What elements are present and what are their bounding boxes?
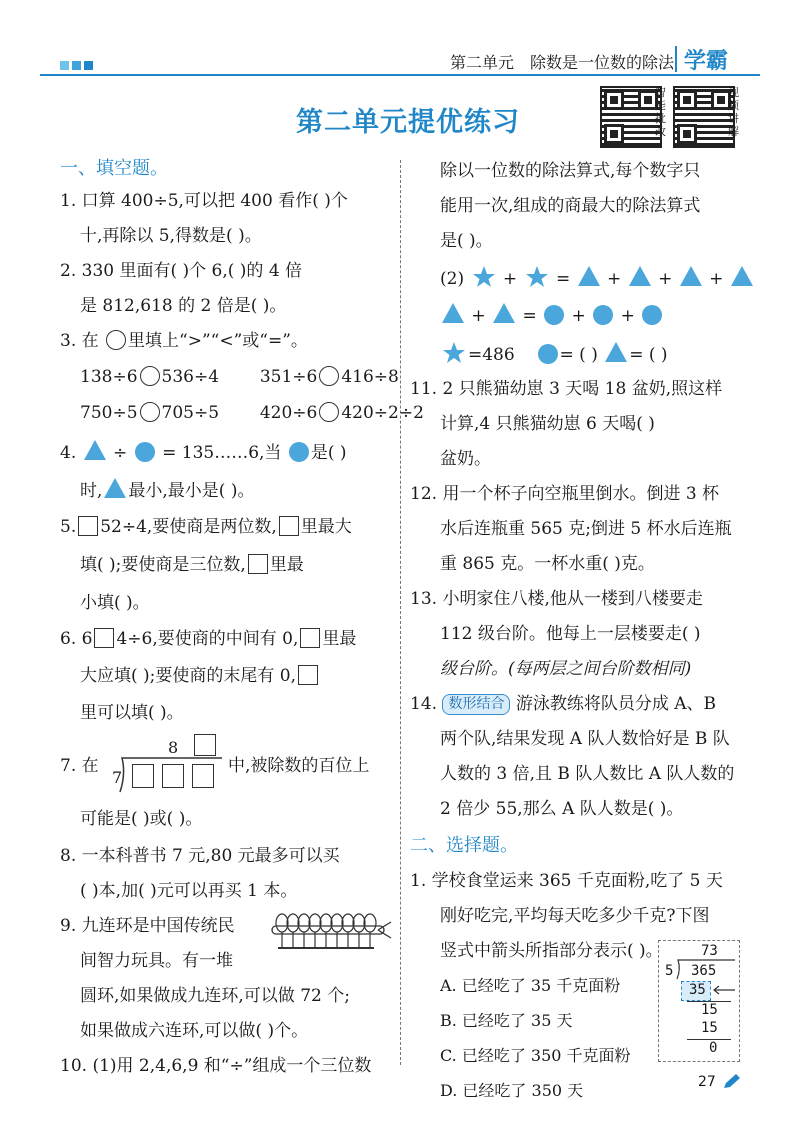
q9-line2: 间智力玩具。有一堆 xyxy=(80,951,233,971)
q3-row2 xyxy=(80,402,424,424)
header-divider xyxy=(675,46,677,72)
q5-mid: 52÷4,要使商是两位数, xyxy=(100,517,277,537)
header-rule xyxy=(40,74,760,76)
star-icon xyxy=(525,265,549,289)
nine-rings-puzzle-image xyxy=(268,910,393,952)
q10-eq1 xyxy=(440,265,755,290)
q2-line1: 2. 330 里面有( )个 6,( )的 4 倍 xyxy=(60,261,303,281)
q4-line1: 4. ÷ = 135……6,当 是( ) xyxy=(60,440,347,464)
q6-line2 xyxy=(80,665,320,687)
q7-divisor: 7 xyxy=(112,768,123,787)
q7-dividend-box[interactable] xyxy=(162,764,184,788)
circle-icon xyxy=(544,305,564,325)
option-d[interactable]: D. 已经吃了 350 天 xyxy=(440,1081,584,1100)
compare-circle-icon[interactable] xyxy=(319,402,339,422)
page-title: 第二单元提优练习 xyxy=(296,107,520,138)
q3-expr: 420÷6 xyxy=(259,403,318,423)
q10-sub2: (2) xyxy=(440,269,465,289)
q9-line4: 如果做成六连环,可以做( )个。 xyxy=(80,1021,309,1041)
q3-expr: 416÷8 xyxy=(341,367,399,387)
q2-line2: 是 812,618 的 2 倍是( )。 xyxy=(80,296,287,316)
triangle-icon xyxy=(731,266,753,286)
star-value: =486 xyxy=(468,345,515,365)
brand-logo: 学霸 xyxy=(684,49,729,74)
triangle-icon xyxy=(493,303,515,323)
q12-line2: 水后连瓶重 565 克;倒进 5 杯水后连瓶 xyxy=(440,519,732,539)
q4-post2: 最小,最小是( )。 xyxy=(128,481,255,501)
equals-sign: = xyxy=(522,306,537,326)
blank-box[interactable] xyxy=(279,516,299,536)
triangle-icon xyxy=(104,478,126,498)
page-number: 27 xyxy=(698,1074,716,1090)
circle-icon xyxy=(642,305,662,325)
star-icon xyxy=(442,341,466,365)
triangle-icon xyxy=(578,266,600,286)
q7-quotient-box[interactable] xyxy=(194,734,216,756)
q3-expr: 750÷5 xyxy=(80,403,138,423)
blank-box[interactable] xyxy=(94,628,114,648)
q11-line1: 11. 2 只熊猫幼崽 3 天喝 18 盆奶,照这样 xyxy=(410,379,723,399)
c1-line3: 竖式中箭头所指部分表示( )。 xyxy=(440,941,663,961)
triangle-icon xyxy=(442,303,464,323)
q14-number: 14. xyxy=(410,694,438,714)
q9-line3: 圆环,如果做成九连环,可以做 72 个; xyxy=(80,986,350,1006)
q8-line2: ( )本,加( )元可以再买 1 本。 xyxy=(80,881,298,901)
option-a[interactable]: A. 已经吃了 35 千克面粉 xyxy=(440,976,621,995)
q6-line3: 里可以填( )。 xyxy=(80,703,184,723)
q6-line1 xyxy=(60,628,356,650)
plus-sign: + xyxy=(709,269,724,289)
ld-quotient: 73 xyxy=(701,943,718,959)
triangle-icon xyxy=(629,266,651,286)
section-choice: 二、选择题。 xyxy=(410,835,518,856)
star-icon xyxy=(472,265,496,289)
blank-box[interactable] xyxy=(298,665,318,685)
q14-line4: 2 倍少 55,那么 A 队人数是( )。 xyxy=(440,799,684,819)
ld-subtract1: 35 xyxy=(689,982,706,998)
header-unit: 第二单元 xyxy=(450,53,515,72)
q3-expr: 351÷6 xyxy=(259,367,318,387)
q3-line1 xyxy=(60,330,308,352)
q7-post: 中,被除数的百位上 xyxy=(228,756,370,776)
plus-sign: + xyxy=(471,306,486,326)
ld-remainder1: 15 xyxy=(701,1002,718,1018)
q5-line1 xyxy=(60,516,352,538)
q3-post: 里填上“>”“<”或“=”。 xyxy=(128,331,308,351)
q4-post: 是( ) xyxy=(310,443,347,463)
compare-circle-icon[interactable] xyxy=(140,366,160,386)
qr-label-grading: 智能批改 xyxy=(655,86,666,138)
q5-line3: 小填( )。 xyxy=(80,593,150,613)
option-b[interactable]: B. 已经吃了 35 天 xyxy=(440,1011,573,1030)
q12-line1: 12. 用一个杯子向空瓶里倒水。倒进 3 杯 xyxy=(410,484,720,504)
q11-line2: 计算,4 只熊猫幼崽 6 天喝( ) xyxy=(440,414,655,434)
q14-text: 游泳教练将队员分成 A、B xyxy=(515,694,717,714)
section-fill: 一、填空题。 xyxy=(60,158,168,179)
triangle-icon xyxy=(84,440,106,460)
q10-line1: 10. (1)用 2,4,6,9 和“÷”组成一个三位数 xyxy=(60,1056,372,1076)
plus-sign: + xyxy=(571,306,586,326)
q8-line1: 8. 一本科普书 7 元,80 元最多可以买 xyxy=(60,846,340,866)
plus-sign: + xyxy=(658,269,673,289)
q1-line1: 1. 口算 400÷5,可以把 400 看作( )个 xyxy=(60,191,348,211)
q6-pre: 6. 6 xyxy=(60,629,93,649)
q3-expr: 705÷5 xyxy=(161,403,220,423)
c1-line1: 1. 学校食堂运来 365 千克面粉,吃了 5 天 xyxy=(410,871,723,891)
q5-pre: 5. xyxy=(60,517,77,537)
header-dots xyxy=(60,55,93,74)
c1-line2: 刚好吃完,平均每天吃多少千克?下图 xyxy=(440,906,710,926)
q13-line2: 112 级台阶。他每上一层楼要走( ) xyxy=(440,624,701,644)
tag-badge: 数形结合 xyxy=(442,694,510,715)
plus-sign: + xyxy=(620,306,635,326)
q13-line1: 13. 小明家住八楼,他从一楼到八楼要走 xyxy=(410,589,703,609)
q4-pre2: 时, xyxy=(80,481,103,501)
plus-sign: + xyxy=(607,269,622,289)
long-division-blank xyxy=(112,738,224,794)
q5-post2: 里最 xyxy=(269,555,304,575)
q3-pre: 3. 在 xyxy=(60,331,99,351)
q7-line2: 可能是( )或( )。 xyxy=(80,809,203,829)
qr-code-grading[interactable] xyxy=(600,86,662,148)
q5-post: 里最大 xyxy=(300,517,352,537)
option-c[interactable]: C. 已经吃了 350 千克面粉 xyxy=(440,1046,631,1065)
q11-line3: 盆奶。 xyxy=(440,449,491,469)
q5-pre2: 填( );要使商是三位数, xyxy=(80,555,246,575)
circle-value: = ( ) xyxy=(559,345,598,365)
q5-line2 xyxy=(80,554,304,576)
q1-line2: 十,再除以 5,得数是( )。 xyxy=(80,226,262,246)
triangle-icon xyxy=(680,266,702,286)
q3-row1 xyxy=(80,366,399,388)
q6-mid2: 大应填( );要使商的末尾有 0, xyxy=(80,666,297,686)
q7-quotient-digit: 8 xyxy=(168,738,179,757)
long-division-figure xyxy=(658,940,740,1062)
qr-code-video[interactable] xyxy=(673,86,735,148)
q6-mid: 4÷6,要使商的中间有 0, xyxy=(116,629,299,649)
blank-box[interactable] xyxy=(78,516,98,536)
circle-icon xyxy=(135,442,155,462)
triangle-icon xyxy=(605,342,627,362)
ld-dividend: 365 xyxy=(691,963,717,979)
q10-line3: 能用一次,组成的商最大的除法算式 xyxy=(440,196,701,216)
circle-icon xyxy=(289,442,309,462)
q14-line1 xyxy=(410,693,716,715)
compare-circle-icon[interactable] xyxy=(319,366,339,386)
equals-sign: = xyxy=(555,269,571,289)
q4-pre: 4. xyxy=(60,443,77,463)
circle-icon xyxy=(538,344,558,364)
ld-subtract2: 15 xyxy=(701,1020,718,1036)
q13-line3: 级台阶。(每两层之间台阶数相同) xyxy=(440,659,692,679)
blank-box[interactable] xyxy=(300,628,320,648)
ld-divisor: 5 xyxy=(665,963,674,979)
qr-label-video: 视频讲解 xyxy=(728,86,739,138)
q3-expr: 420÷2÷2 xyxy=(341,403,424,423)
header-topic: 除数是一位数的除法 xyxy=(530,53,675,72)
q10-eq2 xyxy=(440,303,664,327)
q3-expr: 536÷4 xyxy=(161,367,220,387)
compare-circle-icon xyxy=(106,330,126,350)
q6-post: 里最 xyxy=(322,629,357,649)
q10-eq3 xyxy=(440,341,668,366)
q7-dividend-box[interactable] xyxy=(192,764,214,788)
pencil-icon xyxy=(722,1072,742,1090)
q10-line2: 除以一位数的除法算式,每个数字只 xyxy=(440,161,701,181)
q7-dividend-box[interactable] xyxy=(132,764,154,788)
q7-pre: 7. 在 xyxy=(60,756,99,776)
q4-line2 xyxy=(80,478,254,502)
q14-line3: 人数的 3 倍,且 B 队人数比 A 队人数的 xyxy=(440,764,735,784)
q10-line4: 是( )。 xyxy=(440,231,493,251)
q3-expr: 138÷6 xyxy=(80,367,138,387)
plus-sign: + xyxy=(502,269,518,289)
arrow-left-icon xyxy=(711,985,737,995)
q12-line3: 重 865 克。一杯水重( )克。 xyxy=(440,554,655,574)
circle-icon xyxy=(593,305,613,325)
q14-line2: 两个队,结果发现 A 队人数恰好是 B 队 xyxy=(440,729,730,749)
q9-line1: 9. 九连环是中国传统民 xyxy=(60,916,235,936)
column-divider xyxy=(400,160,401,1065)
triangle-value: = ( ) xyxy=(629,345,668,365)
blank-box[interactable] xyxy=(248,554,268,574)
ld-remainder2: 0 xyxy=(709,1040,718,1056)
compare-circle-icon[interactable] xyxy=(140,402,160,422)
q4-mid: = 135……6,当 xyxy=(162,443,282,463)
